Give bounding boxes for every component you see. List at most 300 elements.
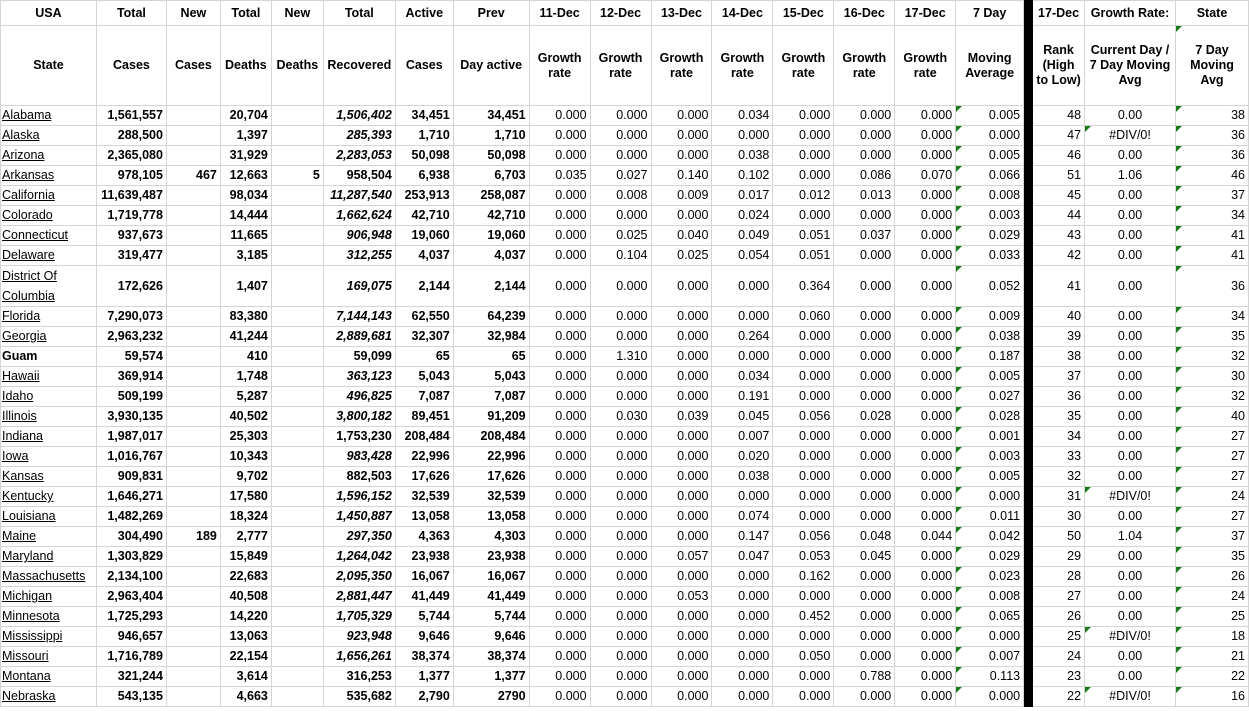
header-cell[interactable]: Recovered: [323, 26, 395, 106]
current-vs-avg-cell[interactable]: 0.00: [1085, 307, 1176, 327]
growth-rate-cell[interactable]: 0.000: [895, 126, 956, 146]
total-deaths-cell[interactable]: 13,063: [220, 627, 271, 647]
growth-rate-cell[interactable]: 0.000: [834, 607, 895, 627]
new-deaths-cell[interactable]: [271, 146, 323, 166]
growth-rate-cell[interactable]: 0.000: [773, 206, 834, 226]
prev-day-active-cell[interactable]: 41,449: [453, 587, 529, 607]
growth-rate-cell[interactable]: 0.000: [590, 587, 651, 607]
state-link[interactable]: Michigan: [2, 589, 53, 603]
state-link[interactable]: Iowa: [2, 449, 29, 463]
total-cases-cell[interactable]: 1,646,271: [96, 487, 166, 507]
total-deaths-cell[interactable]: 41,244: [220, 327, 271, 347]
moving-average-cell[interactable]: 0.005: [956, 146, 1024, 166]
rank-cell[interactable]: 46: [1033, 146, 1085, 166]
total-cases-cell[interactable]: 59,574: [96, 347, 166, 367]
header-cell[interactable]: Total: [220, 1, 271, 26]
growth-rate-cell[interactable]: 0.000: [895, 327, 956, 347]
growth-rate-cell[interactable]: 0.000: [651, 106, 712, 126]
active-cases-cell[interactable]: 42,710: [395, 206, 453, 226]
growth-rate-cell[interactable]: 0.000: [895, 106, 956, 126]
total-cases-cell[interactable]: 1,725,293: [96, 607, 166, 627]
new-deaths-cell[interactable]: [271, 587, 323, 607]
total-cases-cell[interactable]: 937,673: [96, 226, 166, 246]
total-deaths-cell[interactable]: 25,303: [220, 427, 271, 447]
growth-rate-cell[interactable]: 0.056: [773, 527, 834, 547]
new-deaths-cell[interactable]: [271, 547, 323, 567]
growth-rate-cell[interactable]: 0.000: [590, 387, 651, 407]
recovered-cell[interactable]: 363,123: [323, 367, 395, 387]
growth-rate-cell[interactable]: 0.000: [773, 627, 834, 647]
growth-rate-cell[interactable]: 0.034: [712, 106, 773, 126]
header-cell[interactable]: Growth rate: [895, 26, 956, 106]
total-deaths-cell[interactable]: 40,508: [220, 587, 271, 607]
header-cell[interactable]: Deaths: [220, 26, 271, 106]
rank-cell[interactable]: 32: [1033, 467, 1085, 487]
growth-rate-cell[interactable]: 0.020: [712, 447, 773, 467]
active-cases-cell[interactable]: 4,037: [395, 246, 453, 266]
state-7day-avg-cell[interactable]: 35: [1176, 327, 1249, 347]
growth-rate-cell[interactable]: 0.000: [834, 487, 895, 507]
header-cell[interactable]: 17-Dec: [895, 1, 956, 26]
current-vs-avg-cell[interactable]: 0.00: [1085, 547, 1176, 567]
growth-rate-cell[interactable]: 0.000: [590, 367, 651, 387]
state-link[interactable]: Arizona: [2, 148, 45, 162]
new-cases-cell[interactable]: [166, 307, 220, 327]
growth-rate-cell[interactable]: 0.000: [529, 487, 590, 507]
header-cell[interactable]: 12-Dec: [590, 1, 651, 26]
state-7day-avg-cell[interactable]: 40: [1176, 407, 1249, 427]
prev-day-active-cell[interactable]: 9,646: [453, 627, 529, 647]
growth-rate-cell[interactable]: 0.000: [529, 387, 590, 407]
state-cell[interactable]: [1, 307, 97, 327]
current-vs-avg-cell[interactable]: #DIV/0!: [1085, 687, 1176, 707]
total-cases-cell[interactable]: 369,914: [96, 367, 166, 387]
growth-rate-cell[interactable]: 0.000: [651, 447, 712, 467]
state-link[interactable]: Hawaii: [2, 369, 40, 383]
growth-rate-cell[interactable]: 0.191: [712, 387, 773, 407]
growth-rate-cell[interactable]: 0.009: [651, 186, 712, 206]
rank-cell[interactable]: 50: [1033, 527, 1085, 547]
growth-rate-cell[interactable]: 0.000: [834, 327, 895, 347]
moving-average-cell[interactable]: 0.065: [956, 607, 1024, 627]
growth-rate-cell[interactable]: 0.053: [651, 587, 712, 607]
total-cases-cell[interactable]: 304,490: [96, 527, 166, 547]
growth-rate-cell[interactable]: 0.000: [895, 507, 956, 527]
growth-rate-cell[interactable]: 0.051: [773, 246, 834, 266]
header-cell[interactable]: Growth Rate:: [1085, 1, 1176, 26]
header-cell[interactable]: Moving Average: [956, 26, 1024, 106]
growth-rate-cell[interactable]: 0.000: [529, 327, 590, 347]
growth-rate-cell[interactable]: 0.000: [529, 647, 590, 667]
growth-rate-cell[interactable]: 0.000: [651, 327, 712, 347]
growth-rate-cell[interactable]: 0.000: [895, 647, 956, 667]
growth-rate-cell[interactable]: 0.000: [529, 607, 590, 627]
state-7day-avg-cell[interactable]: 35: [1176, 547, 1249, 567]
growth-rate-cell[interactable]: 0.000: [651, 567, 712, 587]
new-deaths-cell[interactable]: [271, 467, 323, 487]
total-deaths-cell[interactable]: 4,663: [220, 687, 271, 707]
growth-rate-cell[interactable]: 0.000: [590, 527, 651, 547]
growth-rate-cell[interactable]: 0.000: [773, 146, 834, 166]
recovered-cell[interactable]: 1,596,152: [323, 487, 395, 507]
new-deaths-cell[interactable]: [271, 647, 323, 667]
moving-average-cell[interactable]: 0.005: [956, 467, 1024, 487]
header-cell[interactable]: Current Day / 7 Day Moving Avg: [1085, 26, 1176, 106]
growth-rate-cell[interactable]: 0.000: [895, 387, 956, 407]
current-vs-avg-cell[interactable]: 0.00: [1085, 186, 1176, 206]
prev-day-active-cell[interactable]: 64,239: [453, 307, 529, 327]
growth-rate-cell[interactable]: 0.000: [773, 427, 834, 447]
state-7day-avg-cell[interactable]: 22: [1176, 667, 1249, 687]
growth-rate-cell[interactable]: 0.000: [895, 186, 956, 206]
growth-rate-cell[interactable]: 0.000: [590, 667, 651, 687]
total-deaths-cell[interactable]: 9,702: [220, 467, 271, 487]
growth-rate-cell[interactable]: 0.047: [712, 547, 773, 567]
growth-rate-cell[interactable]: 1.310: [590, 347, 651, 367]
active-cases-cell[interactable]: 2,144: [395, 266, 453, 307]
header-cell[interactable]: Growth rate: [651, 26, 712, 106]
prev-day-active-cell[interactable]: 13,058: [453, 507, 529, 527]
growth-rate-cell[interactable]: 0.000: [529, 527, 590, 547]
growth-rate-cell[interactable]: 0.000: [590, 607, 651, 627]
new-cases-cell[interactable]: [166, 106, 220, 126]
growth-rate-cell[interactable]: 0.000: [834, 387, 895, 407]
active-cases-cell[interactable]: 1,710: [395, 126, 453, 146]
growth-rate-cell[interactable]: 0.028: [834, 407, 895, 427]
header-cell[interactable]: USA: [1, 1, 97, 26]
prev-day-active-cell[interactable]: 6,703: [453, 166, 529, 186]
growth-rate-cell[interactable]: 0.027: [590, 166, 651, 186]
growth-rate-cell[interactable]: 0.000: [651, 667, 712, 687]
header-cell[interactable]: 17-Dec: [1033, 1, 1085, 26]
total-cases-cell[interactable]: 2,963,232: [96, 327, 166, 347]
growth-rate-cell[interactable]: 0.000: [712, 307, 773, 327]
active-cases-cell[interactable]: 32,539: [395, 487, 453, 507]
header-cell[interactable]: Cases: [166, 26, 220, 106]
growth-rate-cell[interactable]: 0.000: [895, 607, 956, 627]
state-7day-avg-cell[interactable]: 34: [1176, 206, 1249, 226]
rank-cell[interactable]: 28: [1033, 567, 1085, 587]
prev-day-active-cell[interactable]: 4,303: [453, 527, 529, 547]
moving-average-cell[interactable]: 0.052: [956, 266, 1024, 307]
state-cell[interactable]: [1, 407, 97, 427]
state-cell[interactable]: [1, 206, 97, 226]
growth-rate-cell[interactable]: 0.000: [834, 687, 895, 707]
prev-day-active-cell[interactable]: 38,374: [453, 647, 529, 667]
growth-rate-cell[interactable]: 0.000: [712, 567, 773, 587]
header-cell[interactable]: 15-Dec: [773, 1, 834, 26]
state-7day-avg-cell[interactable]: 36: [1176, 146, 1249, 166]
total-cases-cell[interactable]: 11,639,487: [96, 186, 166, 206]
new-cases-cell[interactable]: [166, 627, 220, 647]
growth-rate-cell[interactable]: 0.000: [834, 567, 895, 587]
total-cases-cell[interactable]: 288,500: [96, 126, 166, 146]
new-cases-cell[interactable]: [166, 146, 220, 166]
total-cases-cell[interactable]: 7,290,073: [96, 307, 166, 327]
total-cases-cell[interactable]: 1,719,778: [96, 206, 166, 226]
moving-average-cell[interactable]: 0.011: [956, 507, 1024, 527]
new-cases-cell[interactable]: [166, 327, 220, 347]
moving-average-cell[interactable]: 0.008: [956, 587, 1024, 607]
growth-rate-cell[interactable]: 0.007: [712, 427, 773, 447]
growth-rate-cell[interactable]: 0.013: [834, 186, 895, 206]
state-link[interactable]: Montana: [2, 669, 51, 683]
moving-average-cell[interactable]: 0.000: [956, 627, 1024, 647]
state-cell[interactable]: [1, 106, 97, 126]
state-link[interactable]: Connecticut: [2, 228, 69, 242]
rank-cell[interactable]: 33: [1033, 447, 1085, 467]
total-deaths-cell[interactable]: 14,220: [220, 607, 271, 627]
growth-rate-cell[interactable]: 0.000: [773, 447, 834, 467]
active-cases-cell[interactable]: 5,744: [395, 607, 453, 627]
growth-rate-cell[interactable]: 0.034: [712, 367, 773, 387]
header-cell[interactable]: Cases: [96, 26, 166, 106]
recovered-cell[interactable]: 316,253: [323, 667, 395, 687]
rank-cell[interactable]: 39: [1033, 327, 1085, 347]
new-cases-cell[interactable]: [166, 246, 220, 266]
growth-rate-cell[interactable]: 0.000: [834, 427, 895, 447]
recovered-cell[interactable]: 2,283,053: [323, 146, 395, 166]
total-deaths-cell[interactable]: 14,444: [220, 206, 271, 226]
total-deaths-cell[interactable]: 5,287: [220, 387, 271, 407]
new-cases-cell[interactable]: 189: [166, 527, 220, 547]
prev-day-active-cell[interactable]: 22,996: [453, 447, 529, 467]
state-7day-avg-cell[interactable]: 32: [1176, 387, 1249, 407]
state-link[interactable]: Alaska: [2, 128, 40, 142]
total-deaths-cell[interactable]: 17,580: [220, 487, 271, 507]
growth-rate-cell[interactable]: 0.000: [895, 246, 956, 266]
growth-rate-cell[interactable]: 0.000: [529, 467, 590, 487]
growth-rate-cell[interactable]: 0.000: [529, 307, 590, 327]
recovered-cell[interactable]: 2,095,350: [323, 567, 395, 587]
prev-day-active-cell[interactable]: 17,626: [453, 467, 529, 487]
state-link[interactable]: Idaho: [2, 389, 34, 403]
moving-average-cell[interactable]: 0.008: [956, 186, 1024, 206]
growth-rate-cell[interactable]: 0.000: [590, 266, 651, 307]
moving-average-cell[interactable]: 0.005: [956, 367, 1024, 387]
growth-rate-cell[interactable]: 0.000: [712, 687, 773, 707]
state-7day-avg-cell[interactable]: 27: [1176, 447, 1249, 467]
recovered-cell[interactable]: 1,656,261: [323, 647, 395, 667]
growth-rate-cell[interactable]: 0.000: [712, 607, 773, 627]
growth-rate-cell[interactable]: 0.000: [895, 266, 956, 307]
moving-average-cell[interactable]: 0.000: [956, 126, 1024, 146]
state-cell[interactable]: [1, 387, 97, 407]
moving-average-cell[interactable]: 0.033: [956, 246, 1024, 266]
growth-rate-cell[interactable]: 0.057: [651, 547, 712, 567]
growth-rate-cell[interactable]: 0.102: [712, 166, 773, 186]
rank-cell[interactable]: 30: [1033, 507, 1085, 527]
active-cases-cell[interactable]: 41,449: [395, 587, 453, 607]
active-cases-cell[interactable]: 13,058: [395, 507, 453, 527]
new-cases-cell[interactable]: [166, 126, 220, 146]
state-7day-avg-cell[interactable]: 37: [1176, 186, 1249, 206]
new-cases-cell[interactable]: [166, 266, 220, 307]
growth-rate-cell[interactable]: 0.048: [834, 527, 895, 547]
active-cases-cell[interactable]: 34,451: [395, 106, 453, 126]
growth-rate-cell[interactable]: 0.000: [529, 547, 590, 567]
new-cases-cell[interactable]: [166, 347, 220, 367]
total-deaths-cell[interactable]: 20,704: [220, 106, 271, 126]
recovered-cell[interactable]: 1,705,329: [323, 607, 395, 627]
state-link[interactable]: Louisiana: [2, 509, 56, 523]
rank-cell[interactable]: 27: [1033, 587, 1085, 607]
growth-rate-cell[interactable]: 0.147: [712, 527, 773, 547]
header-cell[interactable]: State: [1, 26, 97, 106]
growth-rate-cell[interactable]: 0.038: [712, 146, 773, 166]
header-cell[interactable]: 13-Dec: [651, 1, 712, 26]
total-cases-cell[interactable]: 978,105: [96, 166, 166, 186]
state-link[interactable]: Indiana: [2, 429, 44, 443]
state-cell[interactable]: [1, 687, 97, 707]
growth-rate-cell[interactable]: 0.053: [773, 547, 834, 567]
header-cell[interactable]: New: [271, 1, 323, 26]
growth-rate-cell[interactable]: 0.000: [773, 347, 834, 367]
growth-rate-cell[interactable]: 0.024: [712, 206, 773, 226]
growth-rate-cell[interactable]: 0.000: [773, 507, 834, 527]
growth-rate-cell[interactable]: 0.264: [712, 327, 773, 347]
total-cases-cell[interactable]: 1,987,017: [96, 427, 166, 447]
growth-rate-cell[interactable]: 0.050: [773, 647, 834, 667]
growth-rate-cell[interactable]: 0.000: [590, 146, 651, 166]
growth-rate-cell[interactable]: 0.000: [773, 126, 834, 146]
growth-rate-cell[interactable]: 0.000: [834, 647, 895, 667]
rank-cell[interactable]: 47: [1033, 126, 1085, 146]
growth-rate-cell[interactable]: 0.000: [651, 307, 712, 327]
new-deaths-cell[interactable]: [271, 687, 323, 707]
state-link[interactable]: Minnesota: [2, 609, 60, 623]
state-7day-avg-cell[interactable]: 27: [1176, 507, 1249, 527]
growth-rate-cell[interactable]: 0.000: [590, 467, 651, 487]
recovered-cell[interactable]: 1,662,624: [323, 206, 395, 226]
growth-rate-cell[interactable]: 0.035: [529, 166, 590, 186]
current-vs-avg-cell[interactable]: 0.00: [1085, 106, 1176, 126]
growth-rate-cell[interactable]: 0.000: [651, 146, 712, 166]
recovered-cell[interactable]: 285,393: [323, 126, 395, 146]
total-deaths-cell[interactable]: 40,502: [220, 407, 271, 427]
moving-average-cell[interactable]: 0.003: [956, 206, 1024, 226]
growth-rate-cell[interactable]: 0.000: [712, 266, 773, 307]
growth-rate-cell[interactable]: 0.000: [834, 467, 895, 487]
state-7day-avg-cell[interactable]: 21: [1176, 647, 1249, 667]
prev-day-active-cell[interactable]: 2790: [453, 687, 529, 707]
recovered-cell[interactable]: 983,428: [323, 447, 395, 467]
header-cell[interactable]: Growth rate: [529, 26, 590, 106]
state-cell[interactable]: [1, 146, 97, 166]
new-deaths-cell[interactable]: [271, 347, 323, 367]
moving-average-cell[interactable]: 0.007: [956, 647, 1024, 667]
moving-average-cell[interactable]: 0.001: [956, 427, 1024, 447]
growth-rate-cell[interactable]: 0.000: [895, 487, 956, 507]
current-vs-avg-cell[interactable]: 0.00: [1085, 647, 1176, 667]
moving-average-cell[interactable]: 0.027: [956, 387, 1024, 407]
state-cell[interactable]: [1, 467, 97, 487]
recovered-cell[interactable]: 906,948: [323, 226, 395, 246]
growth-rate-cell[interactable]: 0.000: [651, 387, 712, 407]
growth-rate-cell[interactable]: 0.051: [773, 226, 834, 246]
new-cases-cell[interactable]: [166, 367, 220, 387]
active-cases-cell[interactable]: 17,626: [395, 467, 453, 487]
active-cases-cell[interactable]: 4,363: [395, 527, 453, 547]
new-deaths-cell[interactable]: [271, 567, 323, 587]
rank-cell[interactable]: 40: [1033, 307, 1085, 327]
growth-rate-cell[interactable]: 0.000: [651, 367, 712, 387]
state-link[interactable]: Arkansas: [2, 168, 55, 182]
growth-rate-cell[interactable]: 0.000: [712, 487, 773, 507]
new-cases-cell[interactable]: [166, 447, 220, 467]
growth-rate-cell[interactable]: 0.000: [590, 507, 651, 527]
prev-day-active-cell[interactable]: 16,067: [453, 567, 529, 587]
active-cases-cell[interactable]: 22,996: [395, 447, 453, 467]
total-cases-cell[interactable]: 172,626: [96, 266, 166, 307]
state-cell[interactable]: [1, 627, 97, 647]
recovered-cell[interactable]: 297,350: [323, 527, 395, 547]
total-deaths-cell[interactable]: 15,849: [220, 547, 271, 567]
header-cell[interactable]: State: [1176, 1, 1249, 26]
growth-rate-cell[interactable]: 0.000: [529, 206, 590, 226]
new-deaths-cell[interactable]: 5: [271, 166, 323, 186]
active-cases-cell[interactable]: 65: [395, 347, 453, 367]
rank-cell[interactable]: 36: [1033, 387, 1085, 407]
new-cases-cell[interactable]: [166, 647, 220, 667]
state-link[interactable]: Alabama: [2, 108, 52, 122]
rank-cell[interactable]: 31: [1033, 487, 1085, 507]
state-link[interactable]: Nebraska: [2, 689, 56, 703]
recovered-cell[interactable]: 1,450,887: [323, 507, 395, 527]
prev-day-active-cell[interactable]: 34,451: [453, 106, 529, 126]
rank-cell[interactable]: 34: [1033, 427, 1085, 447]
growth-rate-cell[interactable]: 0.000: [590, 447, 651, 467]
current-vs-avg-cell[interactable]: 0.00: [1085, 327, 1176, 347]
growth-rate-cell[interactable]: 0.000: [895, 547, 956, 567]
growth-rate-cell[interactable]: 0.000: [529, 667, 590, 687]
growth-rate-cell[interactable]: 0.000: [590, 307, 651, 327]
growth-rate-cell[interactable]: 0.000: [773, 667, 834, 687]
new-cases-cell[interactable]: [166, 687, 220, 707]
moving-average-cell[interactable]: 0.005: [956, 106, 1024, 126]
total-cases-cell[interactable]: 1,016,767: [96, 447, 166, 467]
growth-rate-cell[interactable]: 0.000: [590, 647, 651, 667]
new-cases-cell[interactable]: [166, 567, 220, 587]
state-cell[interactable]: [1, 126, 97, 146]
recovered-cell[interactable]: 535,682: [323, 687, 395, 707]
growth-rate-cell[interactable]: 0.000: [895, 567, 956, 587]
total-deaths-cell[interactable]: 18,324: [220, 507, 271, 527]
growth-rate-cell[interactable]: 0.000: [773, 327, 834, 347]
growth-rate-cell[interactable]: 0.000: [651, 347, 712, 367]
new-deaths-cell[interactable]: [271, 507, 323, 527]
state-cell[interactable]: [1, 186, 97, 206]
state-cell[interactable]: [1, 246, 97, 266]
rank-cell[interactable]: 45: [1033, 186, 1085, 206]
total-deaths-cell[interactable]: 12,663: [220, 166, 271, 186]
new-cases-cell[interactable]: [166, 186, 220, 206]
rank-cell[interactable]: 26: [1033, 607, 1085, 627]
recovered-cell[interactable]: 11,287,540: [323, 186, 395, 206]
total-deaths-cell[interactable]: 410: [220, 347, 271, 367]
growth-rate-cell[interactable]: 0.000: [529, 407, 590, 427]
current-vs-avg-cell[interactable]: 0.00: [1085, 226, 1176, 246]
total-cases-cell[interactable]: 543,135: [96, 687, 166, 707]
state-link[interactable]: Maine: [2, 529, 37, 543]
new-cases-cell[interactable]: [166, 427, 220, 447]
moving-average-cell[interactable]: 0.042: [956, 527, 1024, 547]
moving-average-cell[interactable]: 0.066: [956, 166, 1024, 186]
header-cell[interactable]: 11-Dec: [529, 1, 590, 26]
prev-day-active-cell[interactable]: 7,087: [453, 387, 529, 407]
current-vs-avg-cell[interactable]: 0.00: [1085, 246, 1176, 266]
new-cases-cell[interactable]: [166, 387, 220, 407]
